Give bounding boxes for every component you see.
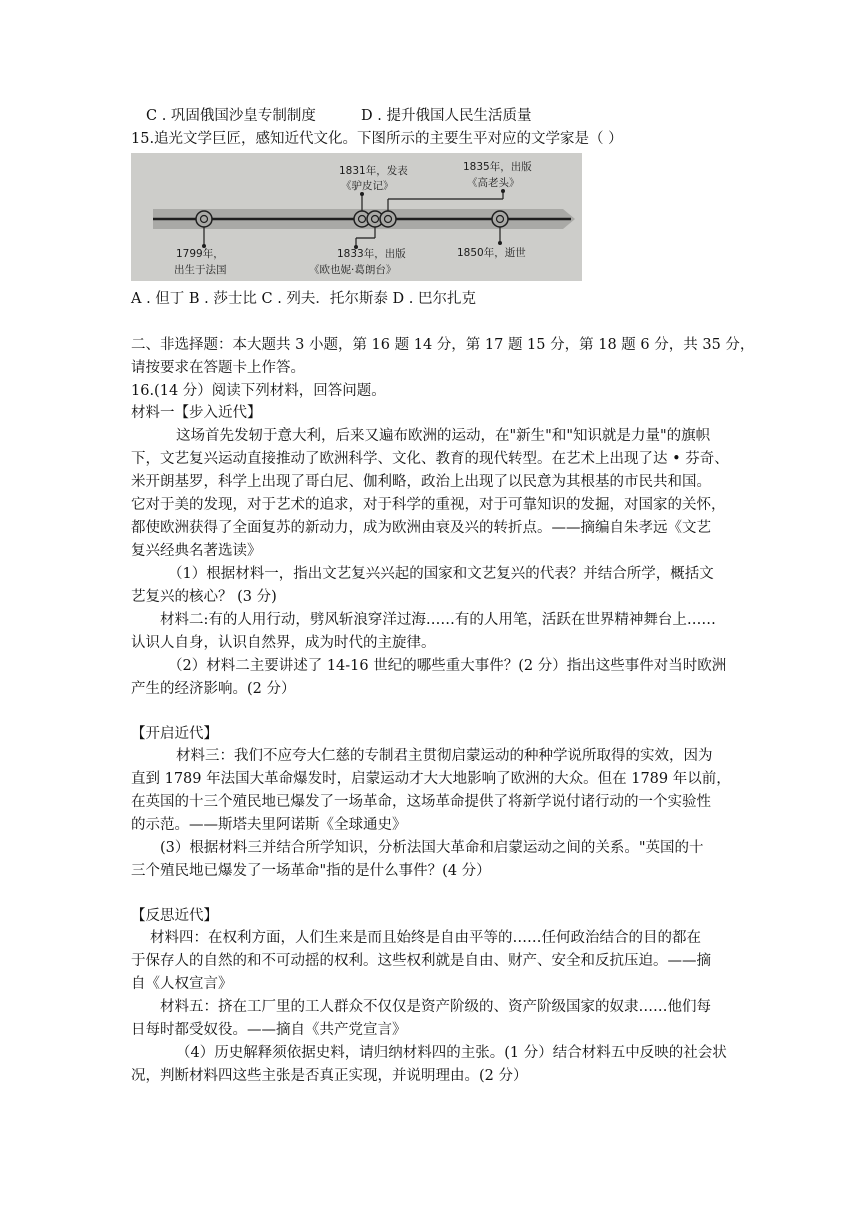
- section-2-heading-line2: 请按要求在答题卡上作答。: [131, 360, 305, 376]
- question-15-stem: 15.追光文学巨匠，感知近代文化。下图所示的主要生平对应的文学家是（ ）: [131, 131, 623, 147]
- material-4-line: 自《人权宣言》: [131, 976, 233, 992]
- material-3-line: 在英国的十三个殖民地已爆发了一场革命，这场革命提供了将新学说付诸行动的一个实验性: [131, 794, 711, 810]
- material-1-line: 它对于美的发现，对于艺术的追求，对于科学的重视，对于可靠知识的发掘，对国家的关怀，: [131, 497, 726, 513]
- question-15-options: A . 但丁 B . 莎士比 C . 列夫．托尔斯泰 D . 巴尔扎克: [131, 291, 476, 307]
- material-1-line: 米开朗基罗，科学上出现了哥白尼、伽利略，政治上出现了以民意为其根基的市民共和国。: [131, 474, 711, 490]
- heading-fansi-jindai: 【反思近代】: [131, 908, 218, 924]
- material-5-line: 日每时都受奴役。——摘自《共产党宣言》: [131, 1022, 407, 1038]
- material-3-line: 直到 1789 年法国大革命爆发时，启蒙运动才大大地影响了欧洲的大众。但在 1789 年以前，: [131, 771, 731, 787]
- material-5-line: 材料五：挤在工厂里的工人群众不仅仅是资产阶级的、资产阶级国家的奴隶……他们每: [160, 999, 711, 1015]
- option-d-q14: D . 提升俄国人民生活质量: [361, 108, 532, 124]
- sub-question-3: (3）根据材料三并结合所学知识，分析法国大革命和启蒙运动之间的关系。"英国的十: [160, 840, 704, 856]
- material-3-line: 材料三：我们不应夸大仁慈的专制君主贯彻启蒙运动的种种学说所取得的实效，因为: [176, 748, 713, 764]
- sub-question-2: 产生的经济影响。(2 分）: [131, 681, 296, 697]
- heading-kaiqi-jindai: 【开启近代】: [131, 726, 218, 742]
- material-2-line: 材料二:有的人用行动，劈风斩浪穿洋过海……有的人用笔，活跃在世界精神舞台上……: [160, 612, 716, 628]
- material-1-line: 下，文艺复兴运动直接推动了欧洲科学、文化、教育的现代转型。在艺术上出现了达 • 芬奇、: [131, 451, 729, 467]
- label-1799-year: 1799年，: [176, 248, 224, 260]
- question-16-stem: 16.(14 分）阅读下列材料，回答问题。: [131, 383, 386, 399]
- label-1850: 1850年，逝世: [457, 247, 526, 259]
- material-2-line: 认识人自身，认识自然界，成为时代的主旋律。: [131, 635, 436, 651]
- sub-question-2: （2）材料二主要讲述了 14-16 世纪的哪些重大事件？(2 分）指出这些事件对当时欧洲: [168, 658, 727, 674]
- sub-question-3: 三个殖民地已爆发了一场革命"指的是什么事件？(4 分）: [131, 863, 491, 879]
- material-4-line: 于保存人的自然的和不可动摇的权利。这些权利就是自由、财产、安全和反抗压迫。——摘: [131, 953, 711, 969]
- section-2-heading-line1: 二、非选择题：本大题共 3 小题，第 16 题 14 分，第 17 题 15 分，第 18 题 6 分，共 35 分，: [131, 337, 755, 353]
- label-1833-year: 1833年，出版: [337, 248, 406, 260]
- sub-question-1: 艺复兴的核心？ (3 分): [131, 589, 277, 605]
- sub-question-4: 况，判断材料四这些主张是否真正实现，并说明理由。(2 分）: [131, 1068, 528, 1084]
- material-1-line: 复兴经典名著选读》: [131, 543, 262, 559]
- sub-question-4: （4）历史解释须依据史料，请归纳材料四的主张。(1 分）结合材料五中反映的社会状: [176, 1045, 727, 1061]
- label-1799-event: 出生于法国: [174, 264, 227, 276]
- sub-question-1: （1）根据材料一，指出文艺复兴兴起的国家和文艺复兴的代表？并结合所学，概括文: [168, 566, 714, 582]
- material-1-line: 这场首先发轫于意大利，后来又遍布欧洲的运动，在"新生"和"知识就是力量"的旗帜: [176, 428, 711, 444]
- option-c-q14: C . 巩固俄国沙皇专制制度: [146, 108, 316, 124]
- material-1-line: 都使欧洲获得了全面复苏的新动力，成为欧洲由衰及兴的转折点。——摘编自朱孝远《文艺: [131, 520, 711, 536]
- label-1835-year: 1835年，出版: [463, 161, 532, 173]
- balzac-timeline-figure: [131, 153, 582, 281]
- label-1831-work: 《驴皮记》: [341, 180, 394, 192]
- label-1835-work: 《高老头》: [467, 177, 520, 189]
- material-3-line: 的示范。——斯塔夫里阿诺斯《全球通史》: [131, 817, 407, 833]
- material-1-title: 材料一【步入近代】: [131, 405, 262, 421]
- label-1831-year: 1831年，发表: [339, 165, 408, 177]
- label-1833-work: 《欧也妮·葛朗台》: [309, 264, 397, 276]
- material-4-line: 材料四：在权利方面，人们生来是而且始终是自由平等的……任何政治结合的目的都在: [150, 930, 701, 946]
